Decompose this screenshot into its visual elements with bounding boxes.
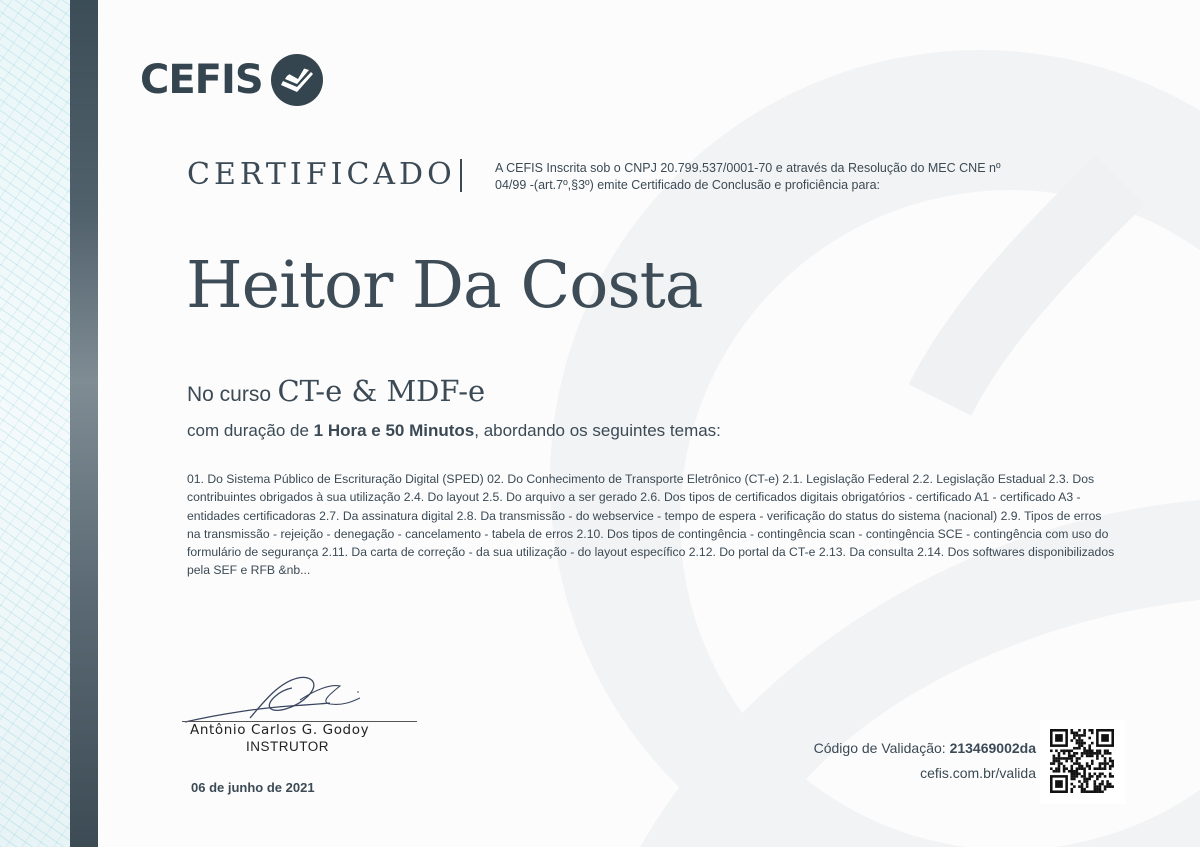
instructor-name: Antônio Carlos G. Godoy [190, 722, 370, 738]
instructor-role: INSTRUTOR [246, 739, 330, 754]
duration-prefix: com duração de [187, 421, 309, 440]
title-divider [460, 159, 462, 192]
logo-book-icon [269, 52, 325, 108]
logo-text: CEFIS [140, 57, 263, 103]
course-prefix: No curso [187, 383, 272, 406]
qr-code-icon[interactable] [1050, 729, 1114, 793]
duration-value: 1 Hora e 50 Minutos [313, 421, 475, 440]
validation-code-value: 213469002da [949, 740, 1036, 756]
course-duration [187, 421, 721, 441]
certificate-title: CERTIFICADO [187, 157, 456, 192]
cefis-logo [140, 52, 325, 108]
validation-label: Código de Validação: [813, 740, 946, 756]
course-topics: 01. Do Sistema Público de Escrituração Digital (SPED) 02. Do Conhecimento de Transporte Eletrônico (CT-e) 2.1. Legislação Federal 2.2. Legislação Estadual 2.3. Dos contribuintes obrigados à sua utilização 2.4. Do layout 2.5. Do arquivo a ser gerado 2.6. Dos tipos de certificados digitais obrigatórios - certificado A1 - certificado A3 - entidades certificadoras 2.7. Da assinatura digital 2.8. Da transmissão - do webservice - tempo de espera - verificação do status do sistema (nacional) 2.9. Tipos de erros na transmissão - rejeição - denegação - cancelamento - tabela de erros 2.10. Dos tipos de contingência - contingência scan - contingência SCE - contingência com uso do formulário de segurança 2.11. Da carta de correção - da sua utilização - do layout específico 2.12. Do portal da CT-e 2.13. Da consulta 2.14. Dos softwares disponibilizados pela SEF e RFB &nb... [187, 472, 1115, 578]
course-name: CT-e & MDF-e [277, 374, 486, 408]
validation-url[interactable]: cefis.com.br/valida [920, 765, 1036, 781]
issue-date: 06 de junho de 2021 [191, 780, 315, 795]
student-name: Heitor Da Costa [186, 248, 703, 323]
course-line [187, 374, 485, 408]
duration-suffix: , abordando os seguintes temas: [474, 421, 721, 440]
validation-code [814, 740, 1036, 756]
issuer-statement: A CEFIS Inscrita sob o CNPJ 20.799.537/0001-70 e através da Resolução do MEC CNE nº 04/99 -(art.7º,§3º) emite Certificado de Conclusão e proficiência para: [495, 161, 1001, 192]
